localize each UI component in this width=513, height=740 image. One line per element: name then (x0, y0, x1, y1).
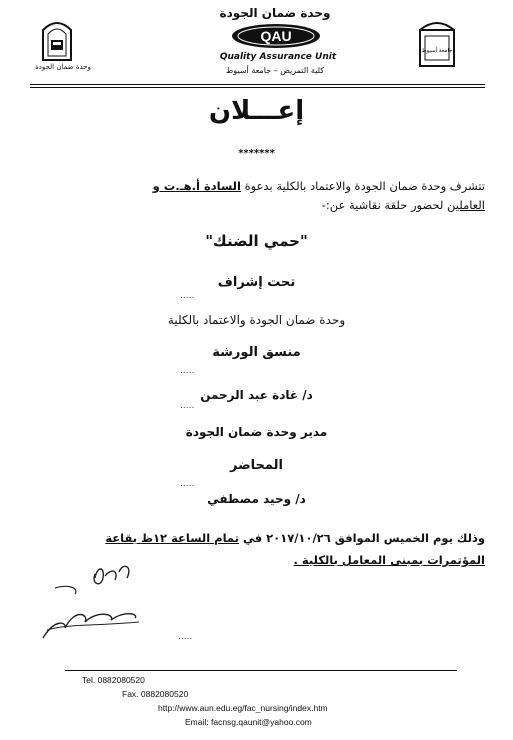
page-title: إعـــلان (208, 96, 305, 126)
header-rule-2 (30, 87, 485, 88)
lecturer-name: د/ وحيد مصطفي (207, 492, 306, 506)
header-rule (30, 84, 485, 85)
stars-divider: ******* (238, 148, 275, 159)
footer-website: http://www.aun.edu.eg/fac_nursing/index.htm (158, 703, 328, 713)
university-logo-icon (417, 20, 457, 68)
closing-line-1: وذلك يوم الخميس الموافق ٢٠١٧/١٠/٢٦ في تمام الساعة ١٢ظ بقاعة (105, 531, 485, 545)
footer-tel: Tel. 0882080520 (82, 675, 145, 685)
left-logo-caption: وحدة ضمان الجودة (35, 63, 91, 71)
coordinator-role: مدير وحدة ضمان الجودة (185, 425, 328, 439)
closing-line-2: المؤتمرات بمبنى المعامل بالكلية . (293, 553, 485, 567)
coordinator-name: د/ غادة عبد الرحمن (200, 388, 313, 402)
topic-title: "حمي الضنك" (205, 232, 308, 250)
footer-email: Email: facnsg.qaunit@yahoo.com (185, 717, 312, 727)
dots: ..... (180, 291, 195, 301)
supervision-heading: تحت إشراف (217, 275, 296, 290)
qau-english-title: Quality Assurance Unit (219, 52, 337, 62)
university-logo-text: جامعة أسيوط (421, 48, 453, 54)
dots: ..... (178, 632, 193, 642)
handwritten-signature (35, 548, 145, 648)
qau-emblem (180, 6, 370, 80)
qau-oval-icon (230, 22, 322, 50)
dots: ..... (180, 401, 195, 411)
lecturer-heading: المحاضر (230, 458, 283, 473)
qau-mark-text: QAU (260, 28, 292, 44)
footer-rule (65, 670, 457, 671)
coordinator-heading: منسق الورشة (212, 345, 301, 360)
quality-unit-logo-icon (40, 18, 74, 62)
qau-arabic-title: وحدة ضمان الجودة (219, 6, 331, 20)
supervision-value: وحدة ضمان الجودة والاعتماد بالكلية (167, 313, 346, 327)
dots: ..... (180, 479, 195, 489)
footer-fax: Fax. 0882080520 (122, 689, 189, 699)
dots: ..... (180, 366, 195, 376)
intro-line-2: العاملين لحضور حلقة نقاشية عن:- (321, 198, 485, 212)
intro-line-1: تتشرف وحدة ضمان الجودة والاعتماد بالكلية بدعوة السادة أ.هـ.ت و (152, 179, 485, 193)
qau-subtitle: كلية التمريض – جامعة أسيوط (225, 66, 325, 75)
